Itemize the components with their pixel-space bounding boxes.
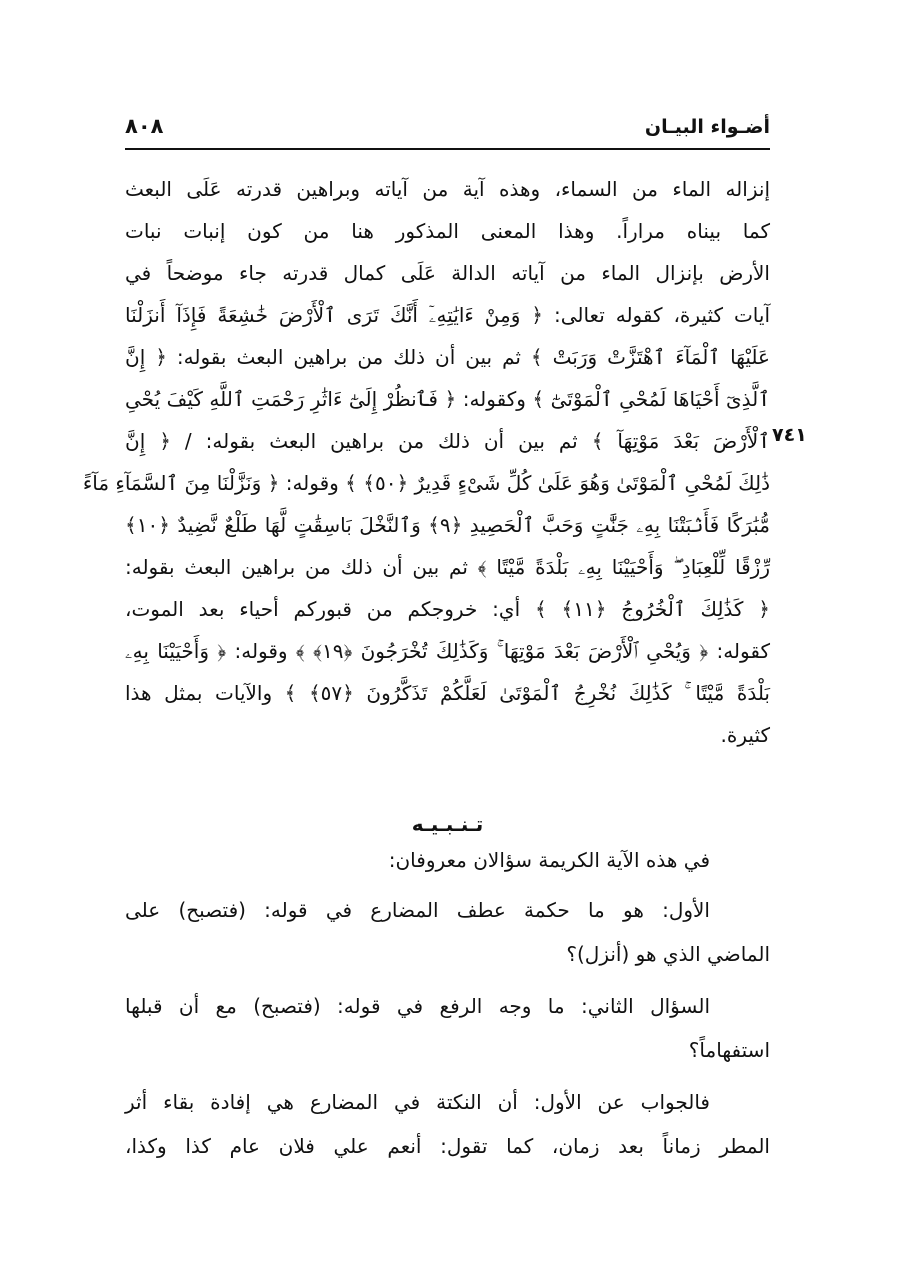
header-rule (125, 148, 770, 150)
text-line: رِّزْقًا لِّلْعِبَادِ ۖ وَأَحْيَيْنَا بِهِۦ بَلْدَةً مَّيْتًا ﴾ ثم بين أن ذلك من براهين البعث بقوله: (125, 555, 770, 579)
text-line: فالجواب عن الأول: أن النكتة في المضارع هي إفادة بقاء أثر (125, 1090, 710, 1114)
text-line: عَلَيْهَا ٱلْمَآءَ ٱهْتَزَّتْ وَرَبَتْ ﴾ ثم بين أن ذلك من براهين البعث بقوله: ﴿ إِنَّ (125, 345, 770, 369)
page-number: ٨٠٨ (125, 114, 164, 138)
text-line: مُّبَٰرَكًا فَأَنۢبَتْنَا بِهِۦ جَنَّٰتٍ وَحَبَّ ٱلْحَصِيدِ ﴿٩﴾ وَٱلنَّخْلَ بَاسِقَٰتٍ لَّهَا طَلْعٌ نَّضِيدٌ ﴿١٠﴾ (125, 513, 770, 537)
question-one (125, 888, 770, 976)
text-line: الأرض بإنزال الماء من آياته الدالة عَلَى كمال قدرته جاء موضحاً في (125, 261, 770, 285)
text-line: آيات كثيرة، كقوله تعالى: ﴿ وَمِنْ ءَايَٰتِهِۦٓ أَنَّكَ تَرَى ٱلْأَرْضَ خَٰشِعَةً فَإِذَآ أَنزَلْنَا (125, 303, 770, 327)
text-line: إنزاله الماء من السماء، وهذه آية من آياته وبراهين قدرته عَلَى البعث (125, 177, 770, 201)
text-line: استفهاماً؟ (688, 1038, 770, 1062)
text-line: ﴿ كَذَٰلِكَ ٱلْخُرُوجُ ﴿١١﴾ ﴾ أي: خروجكم من قبوركم أحياء بعد الموت، (125, 597, 770, 621)
text-line: بَلْدَةً مَّيْتًا ۚ كَذَٰلِكَ نُخْرِجُ ٱلْمَوْتَىٰ لَعَلَّكُمْ تَذَكَّرُونَ ﴿٥٧﴾ ﴾ والآيات بمثل هذا (125, 681, 770, 705)
text-line: ٱلْأَرْضَ بَعْدَ مَوْتِهَآ ﴾ ثم بين أن ذلك من براهين البعث بقوله: / ﴿ إِنَّ (125, 429, 770, 453)
question-two (125, 984, 770, 1072)
text-line: السؤال الثاني: ما وجه الرفع في قوله: (فتصبح) مع أن قبلها (125, 994, 710, 1018)
text-line: في هذه الآية الكريمة سؤالان معروفان: (388, 848, 710, 872)
text-line: الماضي الذي هو (أنزل)؟ (566, 942, 770, 966)
text-line: كقوله: ﴿ وَيُحْىِ ٱلْأَرْضَ بَعْدَ مَوْتِهَا ۚ وَكَذَٰلِكَ تُخْرَجُونَ ﴿١٩﴾ ﴾ وقوله: ﴿ وَأَحْيَيْنَا بِهِۦ (125, 639, 770, 663)
margin-page-reference: ٧٤١ (772, 424, 807, 446)
running-title: أضـواء البيـان (644, 116, 770, 138)
text-line: الأول: هو ما حكمة عطف المضارع في قوله: (فتصبح) على (125, 898, 710, 922)
text-line: كثيرة. (720, 723, 770, 747)
intro-paragraph (125, 838, 770, 882)
answer-paragraph (125, 1080, 770, 1168)
page-header (125, 112, 770, 148)
text-line: كما بيناه مراراً. وهذا المعنى المذكور هنا من كون إنبات نبات (125, 219, 770, 243)
text-line: المطر زماناً بعد زمان، كما تقول: أنعم علي فلان عام كذا وكذا، (125, 1134, 770, 1158)
notice-heading: تـنـبـيـه (411, 812, 484, 836)
text-line: ٱلَّذِىٓ أَحْيَاهَا لَمُحْىِ ٱلْمَوْتَىٰٓ ﴾ وكقوله: ﴿ فَٱنظُرْ إِلَىٰٓ ءَاثَٰرِ رَحْمَتِ ٱللَّهِ كَيْفَ يُحْىِ (125, 387, 770, 411)
text-line: ذَٰلِكَ لَمُحْىِ ٱلْمَوْتَىٰ وَهُوَ عَلَىٰ كُلِّ شَىْءٍ قَدِيرٌ ﴿٥٠﴾ ﴾ وقوله: ﴿ وَنَزَّلْنَا مِنَ ٱلسَّمَآءِ مَآءً (82, 471, 770, 495)
main-text-block (82, 168, 770, 756)
